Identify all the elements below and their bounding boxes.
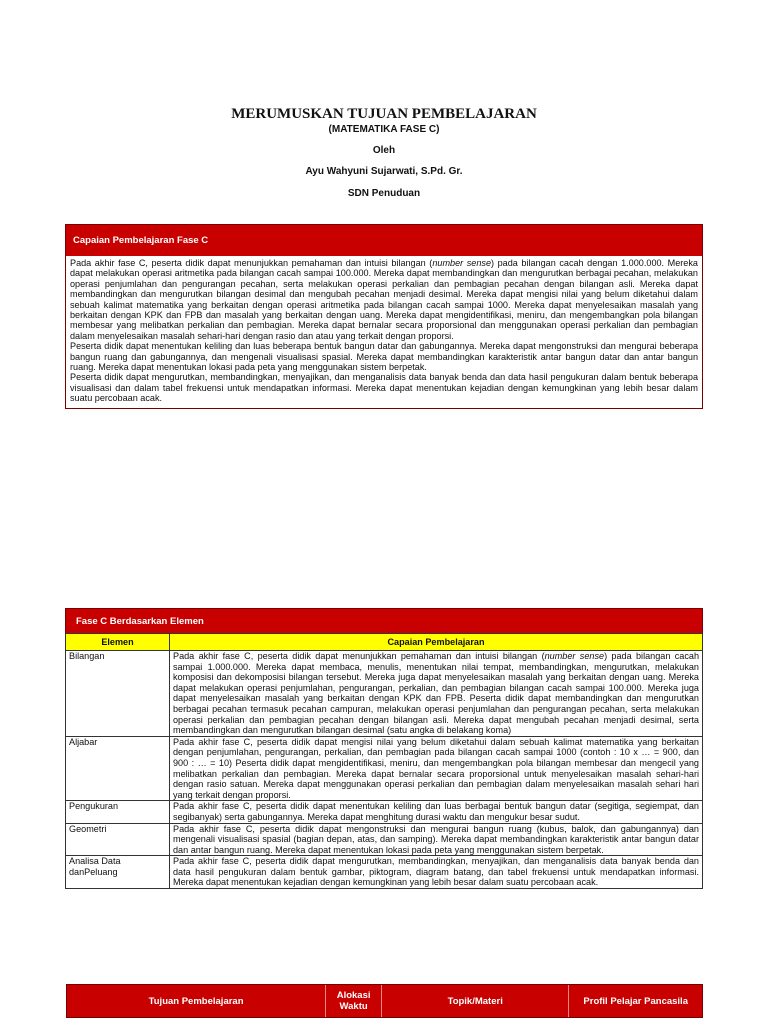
italic-term: number sense [544, 651, 605, 661]
col-profil: Profil Pelajar Pancasila [583, 995, 688, 1007]
by-label: Oleh [372, 145, 396, 156]
text-span: Pada akhir fase C, peserta didik dapat menentukan keliling dan luas berbagai bentuk bangun datar (segitiga, segiempat, dan segibanyak) serta gabungannya. Mereka dapat menghitung durasi waktu dan mengukur besar sudut. [173, 801, 699, 822]
author-name: Ayu Wahyuni Sujarwati, S.Pd. Gr. [305, 166, 463, 177]
tujuan-table-header [66, 984, 703, 1018]
table-row [66, 801, 703, 823]
table-row [66, 823, 703, 856]
table-row [66, 856, 703, 889]
text-span: Pada akhir fase C, peserta didik dapat mengonstruksi dan mengurai bangun ruang (kubus, balok, dan gabungannya) dan mengenali visualisasi spasial (bagian depan, atas, dan samping). Mereka dapat membandingkan karakteristik antar bangun datar dan antar bangun ruang. Mereka dapat menentukan lokasi pada peta yang menggunakan sistem berpetak. [173, 823, 699, 855]
elemen-description [170, 856, 703, 889]
text-span: ) pada bilangan cacah sampai 1.000.000. Mereka dapat membaca, menulis, menentukan nilai tempat, membandingkan, mengurutkan, melakukan komposisi dan dekomposisi bilangan tersebut. Mereka juga dapat menyelesaikan masalah yang berkaitan dengan uang. Mereka dapat melakukan operasi penjumlahan, pengurangan, perkalian, dan pembagian bilangan cacah sampai 100.000. Mereka juga dapat menyelesaikan masalah yang berkaitan dengan KPK dan FPB. Peserta didik dapat membandingkan dan mengurutkan berbagai pecahan termasuk pecahan campuran, melakukan operasi penjumlahan dan pengurangan pecahan, serta melakukan operasi perkalian dan pembagian pecahan dengan bilangan asli. Mereka dapat mengubah pecahan menjadi desimal, serta membandingkan dan mengurutkan bilangan desimal (satu angka di belakang koma) [173, 651, 699, 736]
table-row [66, 651, 703, 737]
capaian-body [66, 256, 702, 408]
text-span: Pada akhir fase C, peserta didik dapat mengisi nilai yang belum diketahui dalam sebuah kalimat matematika yang berkaitan dengan penjumlahan, pengurangan, perkalian, dan pembagian pada bilangan cacah sampai 1000 (contoh : 10 x … = 900, dan 900 : … = 10) Peserta didik dapat mengidentifikasi, meniru, dan mengembangkan pola bilangan membesar dan mengecil yang melibatkan perkalian dan pembagian. Mereka dapat bernalar secara proporsional untuk menyelesaikan masalah sehari-hari dengan rasio satuan. Mereka dapat menggunakan operasi perkalian dan pembagian dalam menyelesaikan masalah sehari hari yang terkait dengan proporsi. [173, 736, 699, 800]
elemen-description [170, 736, 703, 801]
capaian-paragraph-1 [70, 258, 698, 341]
col-elemen: Elemen [66, 634, 170, 651]
text-span: Pada akhir fase C, peserta didik dapat mengurutkan, membandingkan, menyajikan, dan menganalisis data banyak benda dan data hasil pengukuran dalam bentuk gambar, piktogram, diagram batang, dan tabel frekuensi untuk mendapatkan informasi. Mereka dapat menentukan kejadian dengan kemungkinan yang lebih besar dalam suatu percobaan acak. [173, 856, 699, 888]
text-span: ) pada bilangan cacah dengan 1.000.000. Mereka dapat melakukan operasi aritmetika pada bilangan cacah sampai 100.000. Mereka dapat membandingkan dan mengurutkan berbagai pecahan, melakukan operasi penjumlahan dan pengurangan pecahan, serta melakukan operasi perkalian dan pembagian pecahan dengan bilangan asli. Mereka dapat membandingkan dan mengurutkan bilangan desimal dan mengubah pecahan menjadi desimal. Mereka dapat mengisi nilai yang belum diketahui dalam sebuah kalimat matematika yang berkaitan dengan operasi aritmetika pada bilangan cacah sampai 1000. Mereka dapat menyelesaikan masalah yang berkaitan dengan KPK dan FPB dan masalah yang berkaitan dengan uang. Mereka dapat mengidentifikasi, meniru, dan mengembangkan pola bilangan membesar yang melibatkan perkalian dan pembagian. Mereka dapat bernalar secara proporsional dan menggunakan operasi perkalian dan pembagian dalam menyelesaikan masalah sehari-hari dengan rasio dan atau yang terkait dengan proporsi. [70, 258, 698, 341]
capaian-box [65, 224, 703, 409]
capaian-paragraph-3: Peserta didik dapat mengurutkan, membandingkan, menyajikan, dan menganalisis data banyak benda dan data hasil pengukuran dalam bentuk beberapa visualisasi dan dalam tabel frekuensi untuk mendapatkan informasi. Mereka dapat menentukan kejadian dengan kemungkinan yang lebih besar dalam suatu percobaan acak. [70, 372, 698, 404]
elemen-name: Aljabar [66, 736, 170, 801]
col-alokasi: Alokasi Waktu [326, 985, 382, 1017]
elemen-name: Analisa Data danPeluang [66, 856, 170, 889]
elemen-name: Bilangan [66, 651, 170, 737]
col-capaian: Capaian Pembelajaran [170, 634, 703, 651]
elemen-description [170, 651, 703, 737]
col-topik: Topik/Materi [382, 985, 569, 1017]
capaian-heading: Capaian Pembelajaran Fase C [66, 225, 702, 256]
document-header [0, 104, 768, 199]
capaian-paragraph-2: Peserta didik dapat menentukan keliling dan luas beberapa bentuk bangun datar dan gabungannya. Mereka dapat mengonstruksi dan mengurai beberapa bangun ruang dan gabungannya, dan mengenali visualisasi spasial. Mereka dapat membandingkan karakteristik antar bangun datar dan antar bangun ruang. Mereka dapat menentukan lokasi pada peta yang menggunakan sistem berpetak. [70, 341, 698, 373]
elemen-table [65, 633, 703, 889]
document-subtitle: (MATEMATIKA FASE C) [328, 124, 440, 135]
elemen-heading: Fase C Berdasarkan Elemen [66, 609, 702, 634]
elemen-name: Geometri [66, 823, 170, 856]
elemen-name: Pengukuran [66, 801, 170, 823]
elemen-description [170, 801, 703, 823]
elemen-box [65, 608, 703, 634]
school-name: SDN Penuduan [347, 188, 421, 199]
italic-term: number sense [432, 258, 491, 268]
document-title: MERUMUSKAN TUJUAN PEMBELAJARAN [231, 106, 537, 122]
col-tujuan: Tujuan Pembelajaran [67, 985, 326, 1017]
text-span: Pada akhir fase C, peserta didik dapat menunjukkan pemahaman dan intuisi bilangan ( [70, 258, 433, 268]
table-row [66, 736, 703, 801]
text-span: Pada akhir fase C, peserta didik dapat menunjukkan pemahaman dan intuisi bilangan ( [173, 651, 545, 661]
elemen-description [170, 823, 703, 856]
